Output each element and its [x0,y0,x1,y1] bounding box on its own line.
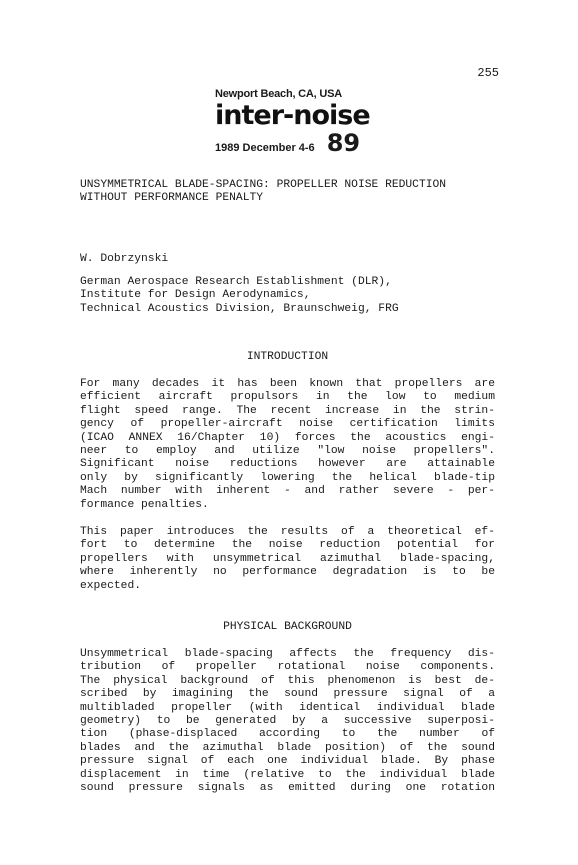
conference-logo: inter-noise [215,100,370,131]
physical-background-paragraph-1 [80,648,495,795]
text-line: multibladed propeller (with identical individual blade [80,701,495,714]
text-line: For many decades it has been known that propellers are [80,378,495,390]
text-line: blades and the azimuthal blade position) of the sound [80,741,495,754]
conference-date-row [215,129,375,157]
section-heading-introduction: INTRODUCTION [246,351,329,363]
text-line: propellers with unsymmetrical azimuthal blade-spacing, [80,552,495,565]
text-line: sound pressure signals as emitted during one rotation [80,782,495,795]
conference-location: Newport Beach, CA, USA [215,88,343,100]
text-line: displacement in time (relative to the individual blade [80,768,495,781]
conference-header [215,88,375,157]
text-line: The physical background of this phenomenon is best de- [80,674,495,687]
text-line: gency of propeller-aircraft noise certification limits [80,418,495,431]
text-line: This paper introduces the results of a theoretical ef- [80,526,495,538]
conference-date: 1989 December 4-6 [215,142,315,154]
text-line: Unsymmetrical blade-spacing affects the frequency dis- [80,648,495,660]
paper-title [80,179,495,206]
page-number: 255 [477,66,499,80]
section-heading-physical-background: PHYSICAL BACKGROUND [223,621,352,633]
text-line: Significant noise reductions however are attainable [80,458,495,471]
author: W. Dobrzynski [80,253,169,265]
text-line: Mach number with inherent - and rather severe - per- [80,485,495,498]
intro-paragraph-2 [80,526,495,593]
text-line: geometry) to be generated by a successive superposi- [80,715,495,728]
affiliation-line: Technical Acoustics Division, Braunschweig, FRG [80,302,399,315]
text-line: tribution of propeller rotational noise components. [80,661,495,674]
conference-logo-year: 89 [326,129,361,157]
intro-paragraph-1 [80,378,495,512]
text-line: expected. [80,579,142,592]
affiliation-line: German Aerospace Research Establishment (DLR), [80,276,392,288]
title-line: WITHOUT PERFORMANCE PENALTY [80,192,264,205]
text-line: tion (phase-displaced according to the number of [80,728,495,741]
text-line: scribed by imagining the sound pressure signal of a [80,688,495,701]
affiliation [80,276,495,316]
text-line: fort to determine the noise reduction potential for [80,539,495,552]
text-line: (ICAO ANNEX 16/Chapter 10) forces the acoustics engi- [80,431,495,444]
text-line: where inherently no performance degradation is to be [80,566,495,579]
text-line: neer to employ and utilize "low noise propellers". [80,445,495,458]
affiliation-line: Institute for Design Aerodynamics, [80,289,311,302]
text-line: only by significantly lowering the helical blade-tip [80,471,495,484]
text-line: formance penalties. [80,498,209,511]
title-line: UNSYMMETRICAL BLADE-SPACING: PROPELLER NOISE REDUCTION [80,179,447,191]
text-line: efficient aircraft propulsors in the low to medium [80,391,495,404]
text-line: flight speed range. The recent increase in the strin- [80,404,495,417]
text-line: pressure signal of each one individual blade. By phase [80,755,495,768]
